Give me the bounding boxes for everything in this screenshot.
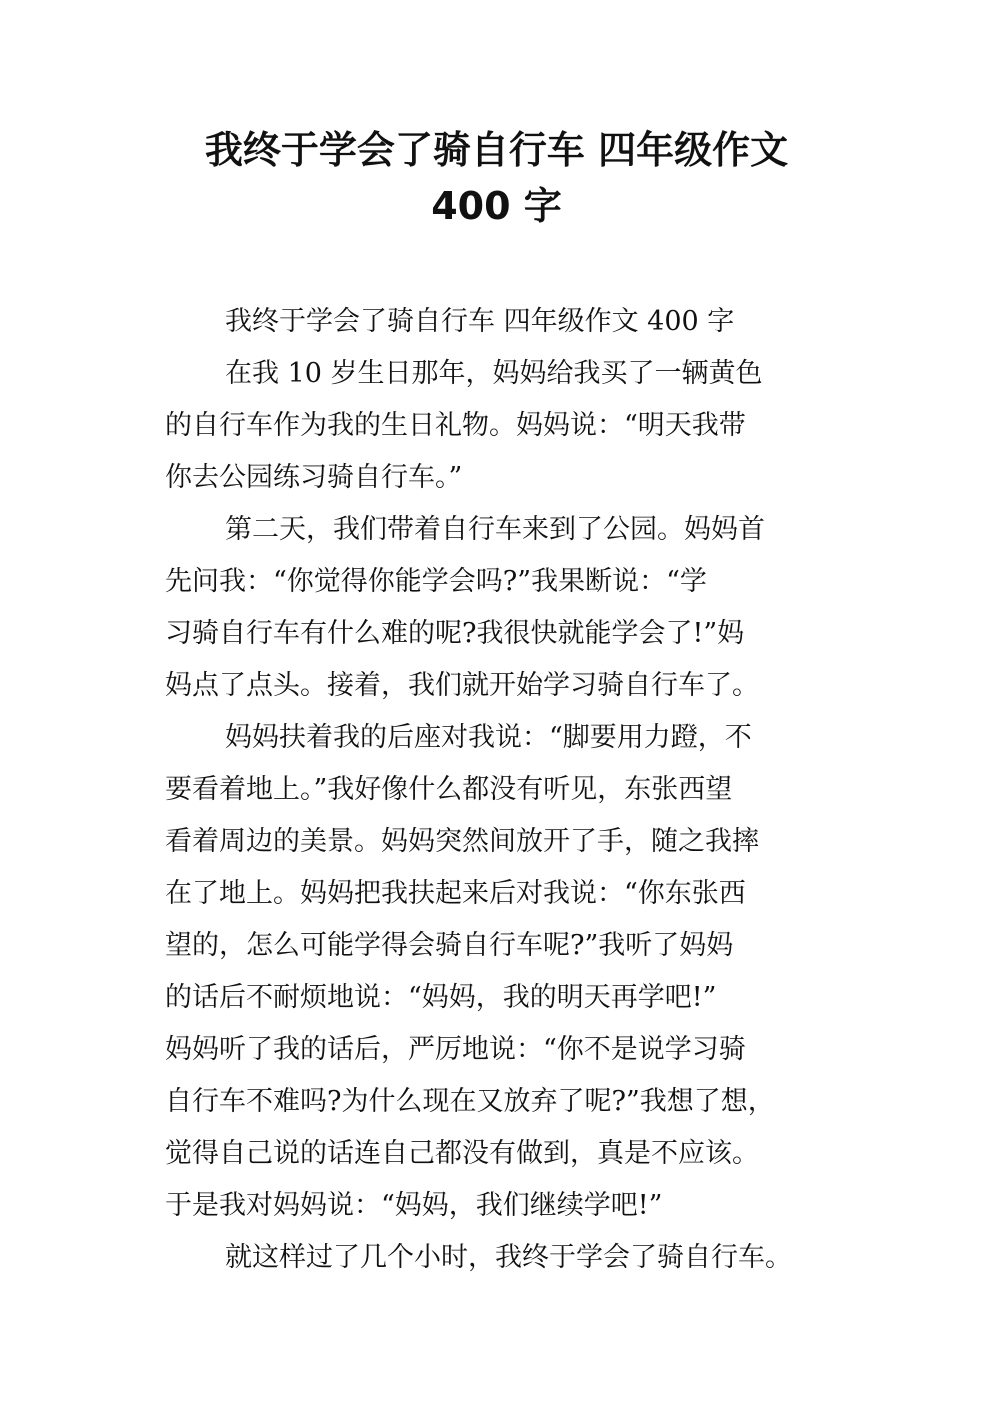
document-body <box>165 296 845 1284</box>
body-line: 于是我对妈妈说：“妈妈，我们继续学吧!” <box>165 1190 663 1221</box>
body-line: 的自行车作为我的生日礼物。妈妈说：“明天我带 <box>165 410 746 441</box>
body-line: 妈点了点头。接着，我们就开始学习骑自行车了。 <box>165 670 759 701</box>
body-line: 的话后不耐烦地说：“妈妈，我的明天再学吧!” <box>165 982 717 1013</box>
body-line: 先问我：“你觉得你能学会吗?”我果断说：“学 <box>165 566 707 597</box>
body-line: 在了地上。妈妈把我扶起来后对我说：“你东张西 <box>165 878 746 909</box>
body-line: 望的，怎么可能学得会骑自行车呢?”我听了妈妈 <box>165 930 734 961</box>
body-line: 在我 10 岁生日那年，妈妈给我买了一辆黄色 <box>225 358 763 389</box>
title-line-1: 我终于学会了骑自行车 四年级作文 <box>204 128 789 172</box>
body-line: 第二天，我们带着自行车来到了公园。妈妈首 <box>225 514 765 545</box>
body-line: 习骑自行车有什么难的呢?我很快就能学会了!”妈 <box>165 618 745 649</box>
body-line: 你去公园练习骑自行车。” <box>165 462 463 493</box>
body-line: 看着周边的美景。妈妈突然间放开了手，随之我摔 <box>165 826 759 857</box>
body-line: 妈妈扶着我的后座对我说：“脚要用力蹬，不 <box>225 722 752 753</box>
body-line: 自行车不难吗?为什么现在又放弃了呢?”我想了想， <box>165 1086 775 1117</box>
body-line: 觉得自己说的话连自己都没有做到，真是不应该。 <box>165 1138 759 1169</box>
body-line: 我终于学会了骑自行车 四年级作文 400 字 <box>225 306 735 337</box>
body-line: 就这样过了几个小时，我终于学会了骑自行车。 <box>225 1242 792 1273</box>
title-line-2: 400 字 <box>431 184 562 228</box>
body-line: 要看着地上。”我好像什么都没有听见，东张西望 <box>165 774 733 805</box>
body-line: 妈妈听了我的话后，严厉地说：“你不是说学习骑 <box>165 1034 746 1065</box>
document-title <box>0 122 993 234</box>
